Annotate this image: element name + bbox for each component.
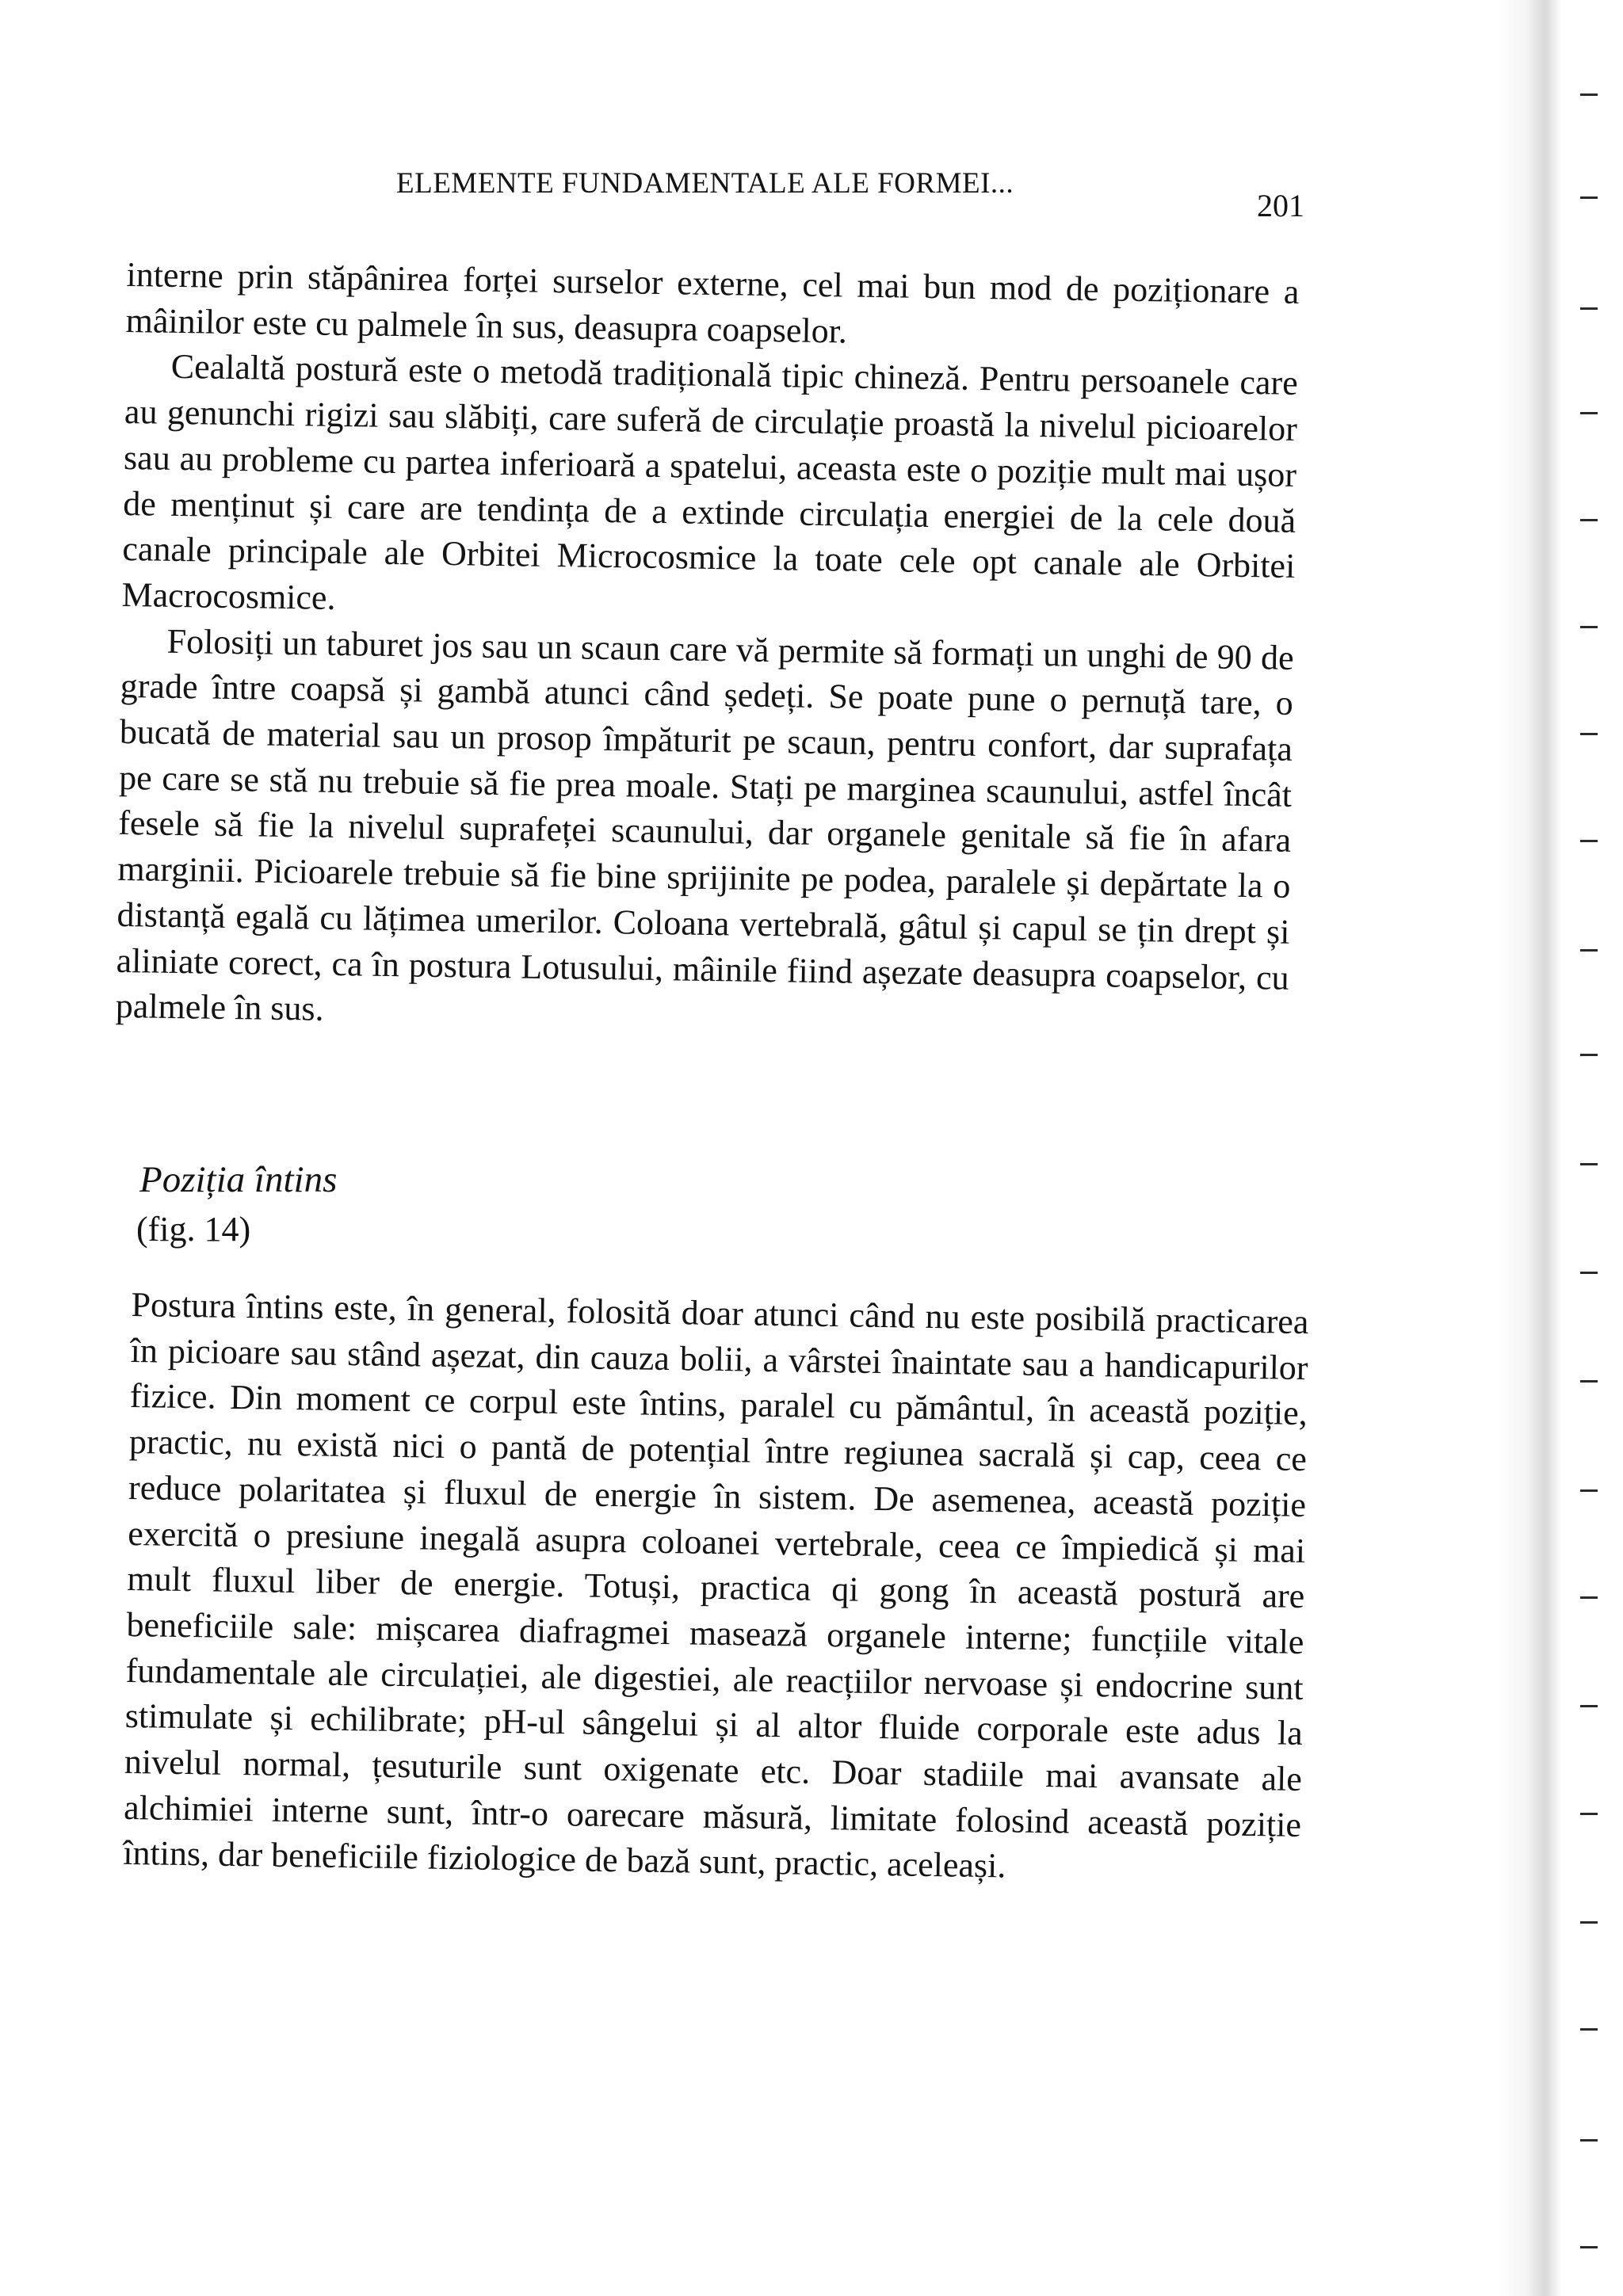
edge-tick	[1580, 1163, 1598, 1165]
edge-tick	[1580, 93, 1598, 96]
page-number: 201	[1257, 188, 1304, 223]
edge-tick	[1580, 1380, 1598, 1383]
paragraph-continuation: interne prin stăpânirea forței surselor externe, cel mai bun mod de poziționare a mâinilor este cu palmele în sus, deasupra coapselor.	[125, 254, 1300, 351]
edge-tick	[1580, 840, 1598, 842]
scan-edge-marks	[1577, 0, 1609, 2296]
edge-tick	[1580, 1489, 1598, 1492]
paragraph-stool-instructions: Folosiți un taburet jos sau un scaun care vă permite să formați un unghi de 90 de grade între coapsă și gambă atunci când ședeți. Se poate pune o pernuță tare, o bucată de material sau un prosop împăturit pe scaun, pentru confort, dar suprafața pe care se stă nu trebuie să fie prea moale. Stați pe marginea scaunului, astfel încât fesele să fie la nivelul suprafeței scaunului, dar organele genitale să fie în afara marginii. Picioarele trebuie să fie bine sprijinite pe podea, paralele și depărtate la o distanță egală cu lățimea umerilor. Coloana vertebrală, gâtul și capul se țin drept și aliniate corect, ca în postura Lotusului, mâinile fiind așezate deasupra coapselor, cu palmele în sus.	[115, 621, 1294, 1029]
edge-tick	[1580, 1921, 1598, 1924]
edge-tick	[1580, 196, 1598, 199]
edge-tick	[1580, 2139, 1598, 2142]
edge-tick	[1580, 626, 1598, 628]
edge-tick	[1580, 1054, 1598, 1056]
section-heading: Poziția întins	[139, 1159, 338, 1200]
edge-tick	[1580, 519, 1598, 521]
edge-tick	[1580, 307, 1598, 310]
edge-tick	[1580, 949, 1598, 952]
edge-tick	[1580, 2028, 1598, 2031]
body-text-block-1	[115, 252, 1299, 1047]
figure-reference: (fig. 14)	[136, 1210, 251, 1249]
paragraph-chinese-posture: Cealaltă postură este o metodă tradițională tipic chineză. Pentru persoanele care au genunchi rigizi sau slăbiți, care suferă de circulație proastă la nivelul picioarelor sau au probleme cu partea inferioară a spatelui, aceasta este o poziție mult mai ușor de menținut și care are tendința de a extinde circulația energiei de la cele două canale principale ale Orbitei Microcosmice la toate cele opt canale ale Orbitei Macrocosmice.	[121, 347, 1299, 617]
edge-tick	[1580, 2246, 1598, 2248]
scan-edge-shadow	[1498, 0, 1561, 2296]
edge-tick	[1580, 1272, 1598, 1274]
paragraph-lying-posture: Postura întins este, în general, folosită doar atunci când nu este posibilă practicarea în picioare sau stând așezat, din cauza bolii, a vârstei înaintate sau a handicapurilor fizice. Din moment ce corpul este întins, paralel cu pământul, în această poziție, practic, nu există nici o pantă de potențial între regiunea sacrală și cap, ceea ce reduce polaritatea și fluxul de energie în sistem. De asemenea, această poziție exercită o presiune inegală asupra coloanei vertebrale, ceea ce împiedică și mai mult fluxul liber de energie. Totuși, practica qi gong în această postură are beneficiile sale: mișcarea diafragmei masează organele interne; funcțiile vitale fundamentale ale circulației, ale digestiei, ale reacțiilor nervoase și endocrine sunt stimulate și echilibrate; pH-ul sângelui și al altor fluide corporale este adus la nivelul normal, țesuturile sunt oxigenate etc. Doar stadiile mai avansate ale alchimiei interne sunt, într-o oarecare măsură, limitate folosind această poziție întins, dar beneficiile fiziologice de bază sunt, practic, aceleași.	[122, 1284, 1309, 1886]
body-text-block-2	[123, 1282, 1309, 1894]
edge-tick	[1580, 733, 1598, 735]
running-header: ELEMENTE FUNDAMENTALE ALE FORMEI...	[396, 167, 1014, 200]
edge-tick	[1580, 1813, 1598, 1815]
edge-tick	[1580, 1705, 1598, 1707]
edge-tick	[1580, 1596, 1598, 1599]
edge-tick	[1580, 412, 1598, 414]
